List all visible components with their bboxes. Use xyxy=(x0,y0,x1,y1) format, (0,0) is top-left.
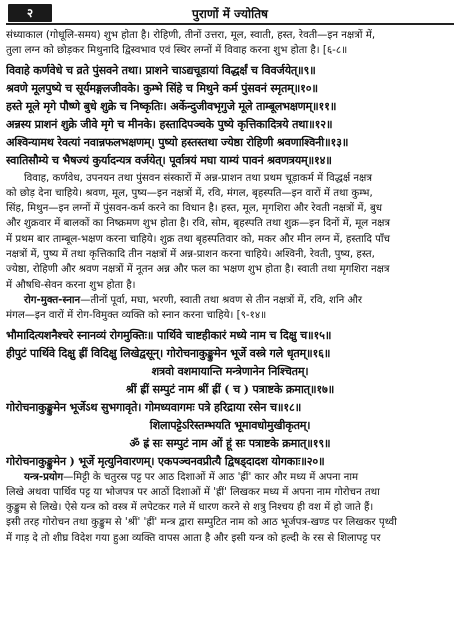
text-line: में गाड़ दे तो शीघ्र विदेश गया हुआ व्यक्ति वापस आता है और इसी यन्त्र को हल्दी के रस से शिलापट्ट पर xyxy=(6,532,381,544)
text-span: —मिट्टी के चतुरस्र पट्ट पर आठ दिशाओं में आठ 'ह्रीं' कार और मध्य में अपना नाम xyxy=(63,471,359,483)
explanation-paragraph xyxy=(6,171,454,293)
text-line xyxy=(6,293,454,308)
text-line: लिखे अथवा पार्थिव पट्ट या भोजपत्र पर आठों दिशाओं में 'ह्रीं' लिखकर मध्य में अपना नाम गोरोचन तथा xyxy=(6,486,380,498)
verse-line: हस्ते मूले मृगे पौष्णे बुधे शुक्रे च निष्कृतिः। अर्केन्दुजीवभृगुजे मूले ताम्बूलभक्षणम्॥११॥ xyxy=(6,98,337,113)
section-lead: यन्त्र-प्रयोग xyxy=(24,471,64,483)
verse-line: श्रवणे मूलपुष्ये च सूर्यमङ्गलजीवके। कुम्भे सिंहे च मिथुने कर्म पुंसवनं स्मृतम्॥१०॥ xyxy=(6,80,318,95)
verse-block-1 xyxy=(6,61,454,169)
verse-line: गोरोचनाकुङ्कुमेन भूर्जेऽथ सुभगावृते। गोमध्यवागमः पत्रे हरिद्राया रसेन च॥१८॥ xyxy=(6,399,302,414)
verse-line: श्रीं ह्रीं सम्पुटं नाम श्रीं ह्रीं ( च ) पत्राष्टके क्रमात्॥१७॥ xyxy=(125,381,335,396)
text-line: में प्रथम बार ताम्बूल-भक्षण करना चाहिये। शुक्र तथा बृहस्पतिवार को, मकर और मीन लग्न में, हस्तादि पाँच xyxy=(6,233,390,245)
text-line: सिंह, मिथुन—इन लग्नों में पुंसवन-कर्म करने का विधान है। हस्त, मूल, मृगशिरा और रेवती नक्षत्रों में, बुध xyxy=(6,203,383,215)
verse-line: गोरोचनाकुङ्कुमेन ) भूर्जे मृत्युनिवारणम्। एकपञ्चनवप्रीत्यै द्विषड्दादश योगकाः॥२०॥ xyxy=(6,453,325,468)
disease-bath-paragraph xyxy=(6,293,454,324)
text-line: विवाह, कर्णवेध, उपनयन तथा पुंसवन संस्कारों में अन्न-प्राशन तथा प्रथम चूड़ाकर्म में विद्धर्क्ष नक्षत्र xyxy=(24,172,372,184)
verse-line: ॐ ह्रं सः सम्पुटं नाम ओं हूं सः पत्राष्टके क्रमात्॥१९॥ xyxy=(129,435,331,450)
verse-line: अश्विन्यामथ रेवत्यां नवान्नफलभक्षणम्। पुष्यो हस्तस्तथा ज्येष्ठा रोहिणी श्रवणाश्विनी॥१३॥ xyxy=(6,134,349,149)
page-header xyxy=(6,3,454,25)
text-line: को छोड़ देना चाहिये। श्रवण, मूल, पुष्य—इन नक्षत्रों में, रवि, मंगल, बृहस्पति—इन वारों में तथा कुम्भ, xyxy=(6,187,373,199)
text-line: तुला लग्न को छोड़कर मिथुनादि द्विस्वभाव एवं स्थिर लग्नों में विवाह करना शुभ होता है। [६-८॥ xyxy=(6,45,348,57)
text-line: ज्येष्ठा, रोहिणी और श्रवण नक्षत्रों में नूतन अन्न और फल का भक्षण शुभ होता है। स्वाती तथा मृगशिरा नक्षत्र xyxy=(6,264,390,276)
verse-line: विवाहे कर्णवेधे च व्रते पुंसवने तथा। प्राशने चाऽद्यचूडायां विद्धर्क्षं च विवर्जयेत्॥९॥ xyxy=(6,62,316,77)
text-line: संध्याकाल (गोधूलि-समय) शुभ होता है। रोहिणी, तीनों उत्तरा, मूल, स्वाती, हस्त, रेवती—इन नक्षत्रों में, xyxy=(6,30,376,41)
verse-line: स्वातिसौम्ये च भैषज्यं कुर्यादन्यत्र वर्जयेत्। पूर्वात्रयं मघा याम्यं पावनं श्रवणत्रयम्॥१४॥ xyxy=(6,152,332,167)
text-line: में औषधि-सेवन करना शुभ होता है। xyxy=(6,279,136,291)
text-line: इसी तरह गोरोचन तथा कुङ्कुम से 'श्रीं' 'ह्रीं' मन्त्र द्वारा सम्पुटित नाम को आठ भूर्जपत्र-खण्ड पर लिखकर पृथ्वी xyxy=(6,517,397,529)
text-line: कुङ्कुम से लिखे। ऐसे यन्त्र को वस्त्र में लपेटकर गले में धारण करने से शत्रु निश्चय ही वश में हो जाते हैं। xyxy=(6,502,374,514)
intro-paragraph xyxy=(6,28,454,59)
text-line xyxy=(6,470,454,485)
verse-line: अन्नस्य प्राशनं शुक्रे जीवे मृगे च मीनके। हस्तादिपञ्चके पुष्ये कृत्तिकादित्रये तथा॥१२॥ xyxy=(6,116,333,131)
text-line: और शुक्रवार में बालकों का निष्क्रमण शुभ होता है। रवि, सोम, बृहस्पति तथा शुक्र—इन दिनों में, मूल नक्षत्र xyxy=(6,218,391,230)
text-line: मंगल—इन वारों में रोग-विमुक्त व्यक्ति को स्नान करना चाहिये। [९-१४॥ xyxy=(6,310,267,322)
verse-line: हीपुटं पार्थिवे दिक्षु ह्रीं विदिक्षु लिखेद्वसून्। गोरोचनाकुङ्कुमेन भूर्जे वस्त्रे गले धृतम्॥१६॥ xyxy=(6,345,331,360)
page-number: २ xyxy=(8,4,52,22)
verse-line: भौमादित्यशनैश्चरे स्नानव्यं रोगमुक्तिः॥ पार्थिवे चाष्टहीकारं मध्ये नाम च दिक्षु च॥१५॥ xyxy=(6,327,332,342)
yantra-paragraph xyxy=(6,470,454,546)
verse-block-2 xyxy=(6,326,454,470)
running-title: पुराणों में ज्योतिष xyxy=(192,7,268,21)
text-line: नक्षत्रों में, पुष्य में तथा कृत्तिकादि तीन नक्षत्रों में अन्न-प्राशन करना चाहिये। अश्विनी, रेवती, पुष्य, हस्त, xyxy=(6,249,375,261)
section-lead: रोग-मुक्त-स्नान xyxy=(24,294,81,306)
verse-line: शिलापट्टेऽरिस्तम्भयति भूमावधोमुखीकृतम्। xyxy=(149,417,311,432)
text-span: —तीनों पूर्वा, मघा, भरणी, स्वाती तथा श्रवण से तीन नक्षत्रों में, रवि, शनि और xyxy=(80,294,363,306)
page xyxy=(0,3,460,637)
verse-line: शत्रवो वशमायान्ति मन्त्रेणानेन निश्चितम्। xyxy=(151,363,309,378)
